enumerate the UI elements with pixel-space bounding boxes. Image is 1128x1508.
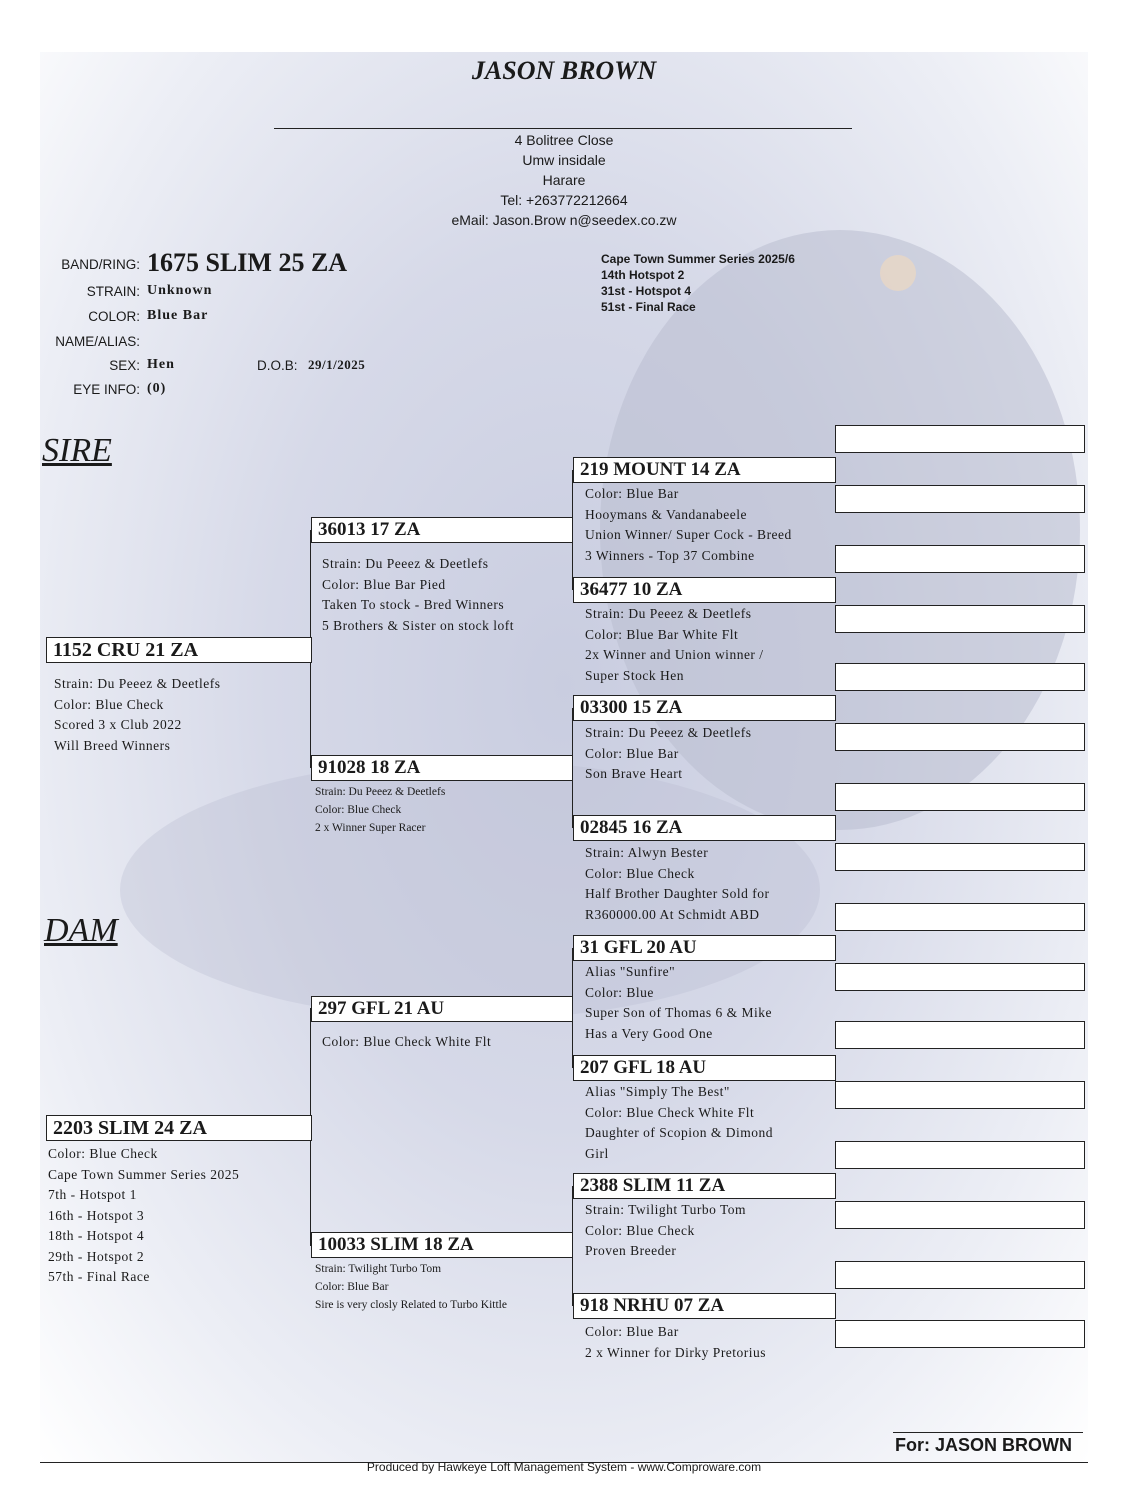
great-grandparent-ring: 918 NRHU 07 ZA: [573, 1293, 836, 1319]
band-value: 1675 SLIM 25 ZA: [147, 248, 348, 277]
performance-list: Cape Town Summer Series 2025/6 14th Hotspot 2 31st - Hotspot 4 51st - Final Race: [601, 252, 795, 314]
great-grandparent-info: Strain: Du Peeez & Deetlefs Color: Blue Bar Son Brave Heart: [585, 725, 752, 781]
name-alias-label: NAME/ALIAS:: [55, 334, 140, 349]
empty-ancestor-box: [835, 783, 1085, 811]
sex-value: Hen: [147, 357, 175, 372]
empty-ancestor-box: [835, 1261, 1085, 1289]
grandparent-ring: 10033 SLIM 18 ZA: [311, 1232, 573, 1258]
grandparent-ring: 297 GFL 21 AU: [311, 996, 573, 1022]
grandparent-info: Color: Blue Check White Flt: [322, 1034, 492, 1049]
great-grandparent-info: Strain: Alwyn Bester Color: Blue Check Half Brother Daughter Sold for R360000.00 At Schmidt ABD: [585, 845, 770, 922]
sire-heading: SIRE: [42, 432, 112, 469]
title-rule: [274, 128, 852, 129]
great-grandparent-info: Alias "Sunfire" Color: Blue Super Son of Thomas 6 & Mike Has a Very Good One: [585, 964, 772, 1041]
produced-by: Produced by Hawkeye Loft Management System - www.Comproware.com: [366, 1460, 762, 1474]
great-grandparent-info: Color: Blue Bar Hooymans & Vandanabeele Union Winner/ Super Cock - Breed 3 Winners - Top 37 Combine: [585, 486, 792, 563]
sire-ring: 1152 CRU 21 ZA: [46, 637, 312, 663]
empty-ancestor-box: [835, 485, 1085, 513]
great-grandparent-ring: 207 GFL 18 AU: [573, 1055, 836, 1081]
address-block: 4 Bolitree Close Umw insidale Harare Tel: +263772212664 eMail: Jason.Brow n@seedex.co.zw: [451, 132, 677, 228]
empty-ancestor-box: [835, 903, 1085, 931]
dam-heading: DAM: [44, 912, 118, 949]
great-grandparent-info: Alias "Simply The Best" Color: Blue Check White Flt Daughter of Scopion & Dimond Girl: [585, 1084, 773, 1161]
empty-ancestor-box: [835, 545, 1085, 573]
empty-ancestor-box: [835, 843, 1085, 871]
empty-ancestor-box: [835, 425, 1085, 453]
empty-ancestor-box: [835, 1141, 1085, 1169]
dob-label: D.O.B:: [257, 358, 298, 373]
great-grandparent-ring: 36477 10 ZA: [573, 577, 836, 603]
empty-ancestor-box: [835, 1320, 1085, 1348]
grandparent-info: Strain: Du Peeez & Deetlefs Color: Blue Bar Pied Taken To stock - Bred Winners 5 Brothers & Sister on stock loft: [322, 556, 514, 633]
for-owner: For: JASON BROWN: [895, 1435, 1072, 1455]
great-grandparent-info: Strain: Du Peeez & Deetlefs Color: Blue Bar White Flt 2x Winner and Union winner / Super Stock Hen: [585, 606, 764, 683]
empty-ancestor-box: [835, 963, 1085, 991]
great-grandparent-info: Strain: Twilight Turbo Tom Color: Blue Check Proven Breeder: [585, 1202, 747, 1258]
dam-ring: 2203 SLIM 24 ZA: [46, 1115, 312, 1141]
strain-value: Unknown: [147, 283, 213, 298]
great-grandparent-ring: 03300 15 ZA: [573, 695, 836, 721]
eye-info-value: (0): [147, 381, 167, 396]
grandparent-info: Strain: Du Peeez & Deetlefs Color: Blue Check 2 x Winner Super Racer: [315, 786, 446, 834]
great-grandparent-ring: 219 MOUNT 14 ZA: [573, 457, 836, 483]
empty-ancestor-box: [835, 1021, 1085, 1049]
empty-ancestor-box: [835, 723, 1085, 751]
grandparent-info: Strain: Twilight Turbo Tom Color: Blue Bar Sire is very closly Related to Turbo Kittle: [315, 1263, 507, 1311]
signature-rule: [893, 1432, 1083, 1433]
empty-ancestor-box: [835, 605, 1085, 633]
dam-info: Color: Blue Check Cape Town Summer Series 2025 7th - Hotspot 1 16th - Hotspot 3 18th - Hotspot 4 29th - Hotspot 2 57th - Final Race: [48, 1146, 240, 1284]
great-grandparent-ring: 02845 16 ZA: [573, 815, 836, 841]
page-title: JASON BROWN: [471, 56, 657, 85]
empty-ancestor-box: [835, 1081, 1085, 1109]
strain-label: STRAIN:: [86, 284, 140, 299]
eye-info-label: EYE INFO:: [73, 382, 140, 397]
great-grandparent-ring: 31 GFL 20 AU: [573, 935, 836, 961]
grandparent-ring: 91028 18 ZA: [311, 755, 573, 781]
empty-ancestor-box: [835, 663, 1085, 691]
band-label: BAND/RING:: [61, 257, 140, 272]
pigeon-eye: [880, 255, 916, 291]
dob-value: 29/1/2025: [308, 357, 366, 372]
grandparent-ring: 36013 17 ZA: [311, 517, 573, 543]
color-value: Blue Bar: [147, 308, 209, 323]
empty-ancestor-box: [835, 1201, 1085, 1229]
color-label: COLOR:: [88, 309, 140, 324]
sex-label: SEX:: [109, 358, 140, 373]
sire-info: Strain: Du Peeez & Deetlefs Color: Blue Check Scored 3 x Club 2022 Will Breed Winners: [54, 676, 221, 753]
great-grandparent-ring: 2388 SLIM 11 ZA: [573, 1173, 836, 1199]
great-grandparent-info: Color: Blue Bar 2 x Winner for Dirky Pretorius: [585, 1324, 767, 1360]
